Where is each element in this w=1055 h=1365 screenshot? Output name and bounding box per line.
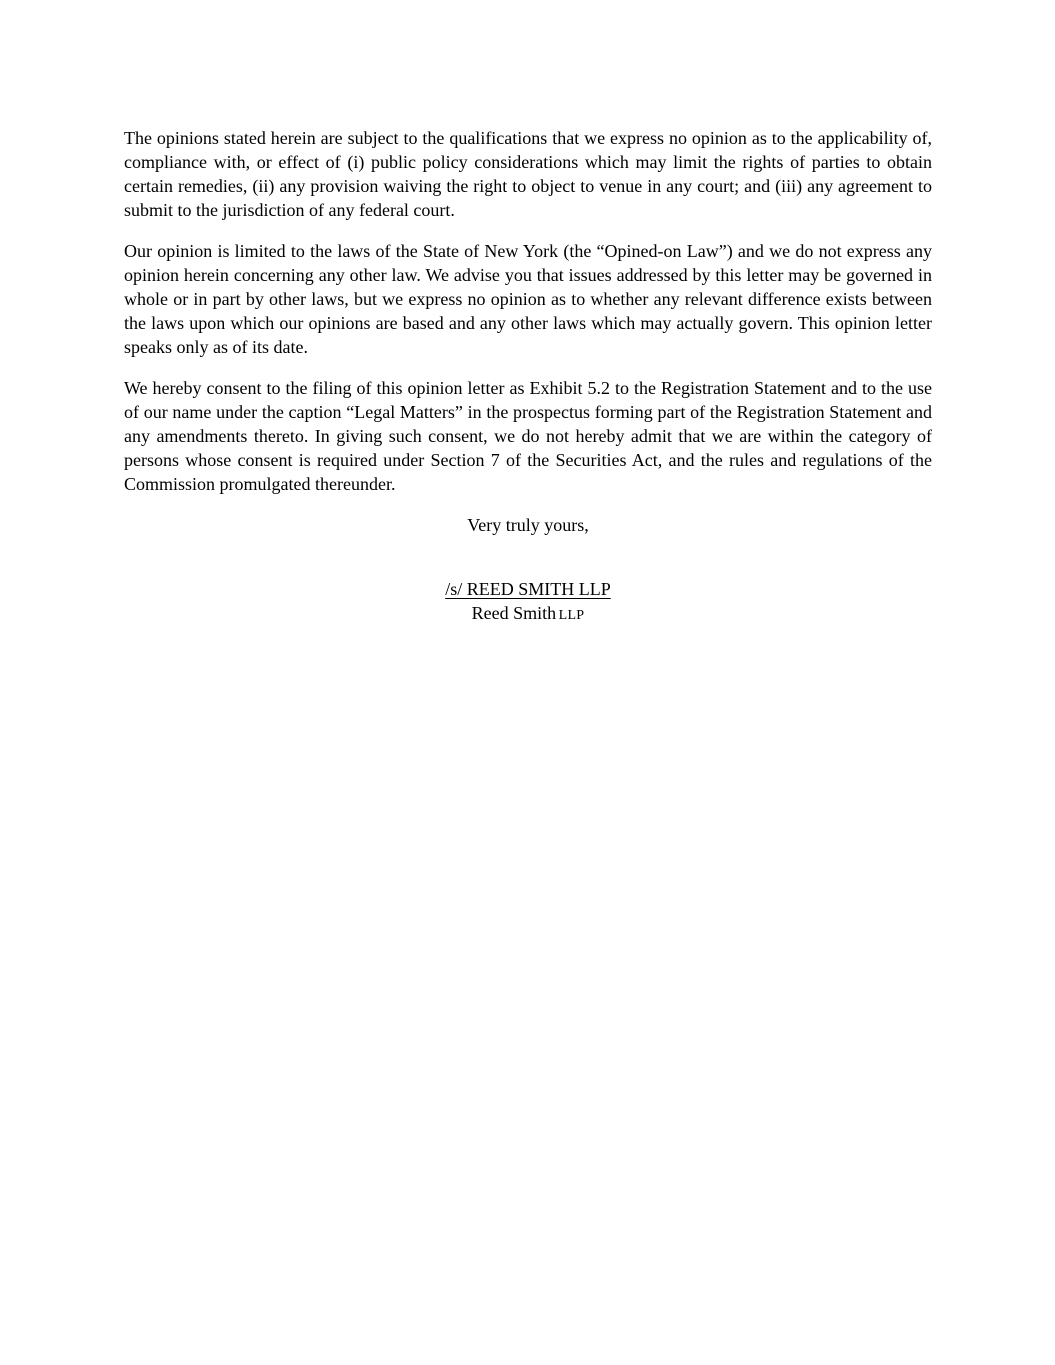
- signatory-name-line: [124, 601, 932, 628]
- paragraph-consent: We hereby consent to the filing of this opinion letter as Exhibit 5.2 to the Registration Statement and to the use of our name under the caption “Legal Matters” in the prospectus forming part of the Registration Statement and any amendments thereto. In giving such consent, we do not hereby admit that we are within the category of persons whose consent is required under Section 7 of the Securities Act, and the rules and regulations of the Commission promulgated thereunder.: [124, 378, 932, 494]
- signature-conformed-line: /s/ REED SMITH LLP: [445, 579, 611, 599]
- signatory-name-suffix: LLP: [558, 608, 585, 623]
- signatory-name: Reed Smith: [471, 603, 557, 623]
- paragraph-opined-on-law: Our opinion is limited to the laws of the State of New York (the “Opined-on Law”) and we do not express any opinion herein concerning any other law. We advise you that issues addressed by this letter may be governed in whole or in part by other laws, but we express no opinion as to whether any relevant difference exists between the laws upon which our opinions are based and any other laws which may actually govern. This opinion letter speaks only as of its date.: [124, 241, 932, 357]
- paragraph-qualifications: The opinions stated herein are subject to the qualifications that we express no opinion as to the applicability of, compliance with, or effect of (i) public policy considerations which may limit the rights of parties to obtain certain remedies, (ii) any provision waiving the right to object to venue in any court; and (iii) any agreement to submit to the jurisdiction of any federal court.: [124, 128, 932, 220]
- signature-block: [124, 577, 932, 628]
- closing-salutation: Very truly yours,: [467, 515, 589, 535]
